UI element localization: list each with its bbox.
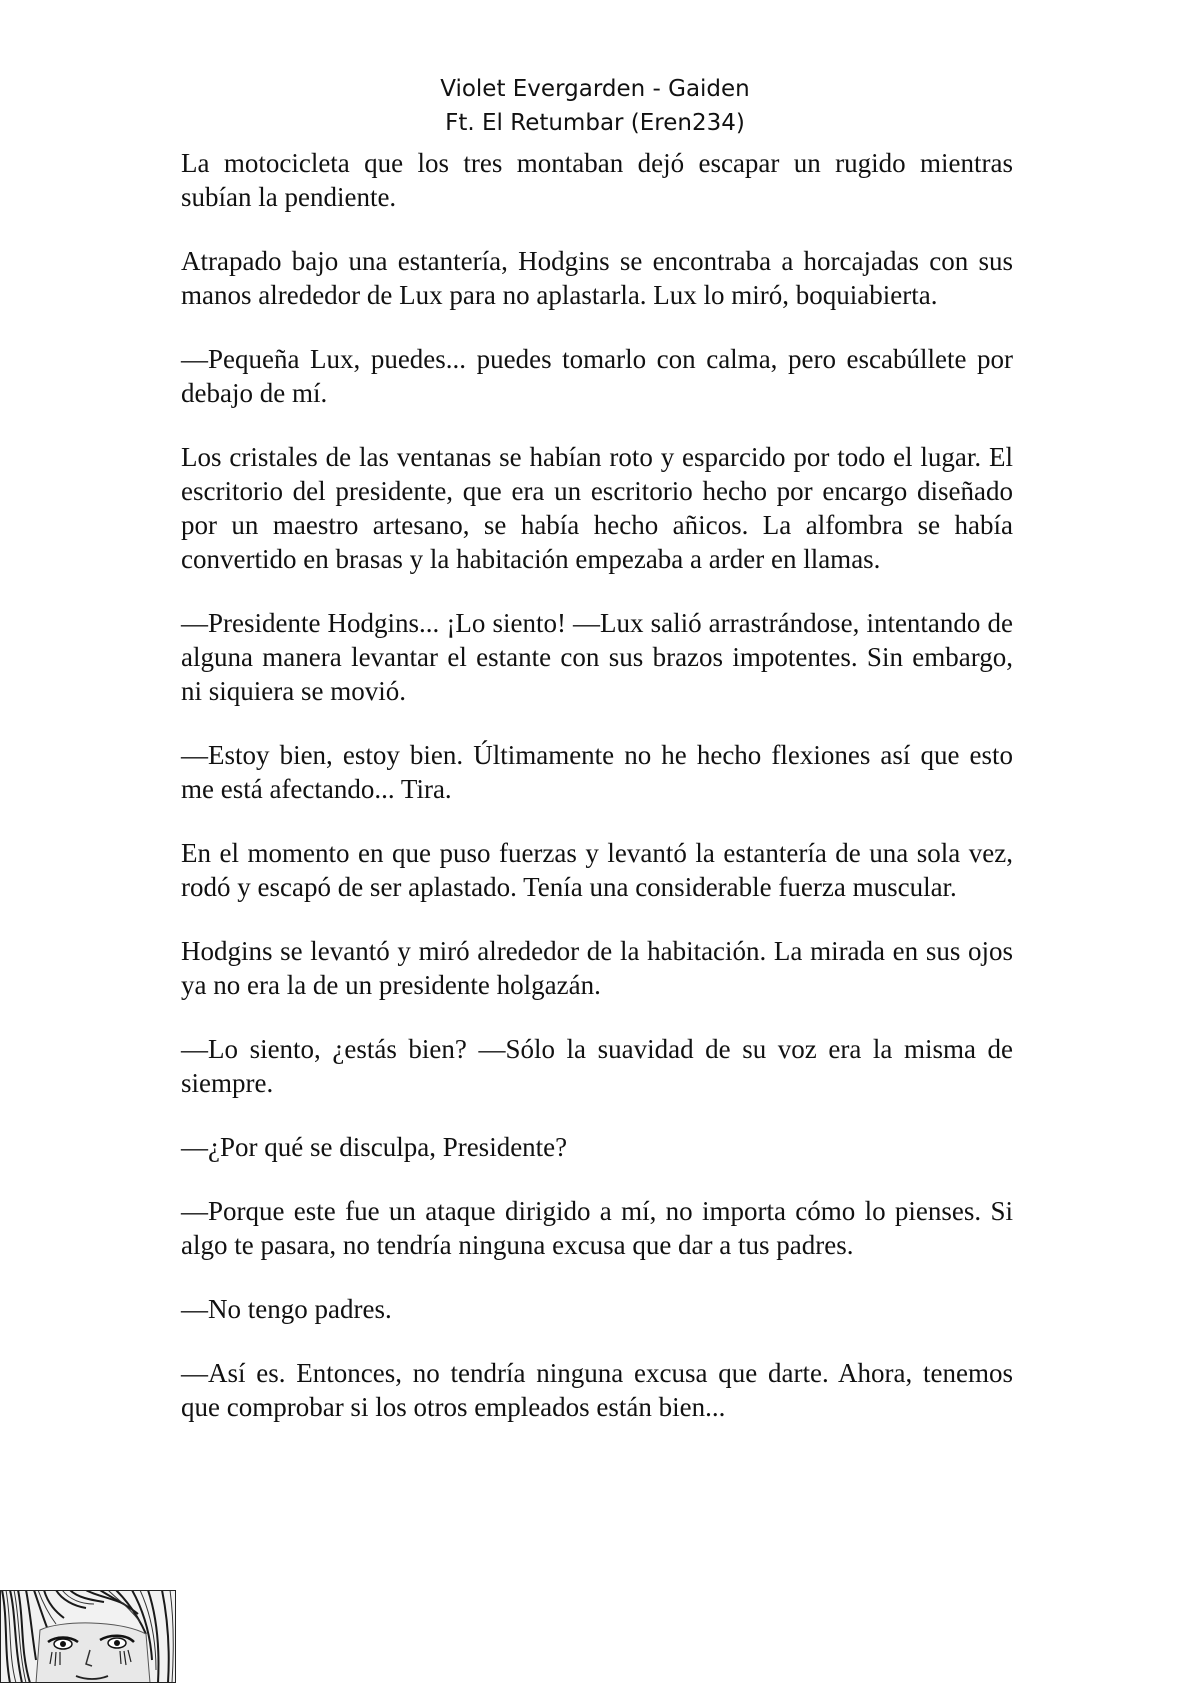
paragraph-1: La motocicleta que los tres montaban dejó escapar un rugido mientras subían la pendiente. [181, 148, 1013, 212]
paragraph-9: —Lo siento, ¿estás bien? —Sólo la suavidad de su voz era la misma de siempre. [181, 1034, 1013, 1098]
paragraph-11: —Porque este fue un ataque dirigido a mí, no importa cómo lo pienses. Si algo te pasara, no tendría ninguna excusa que dar a tus padres. [181, 1196, 1013, 1260]
paragraph-6: —Estoy bien, estoy bien. Últimamente no he hecho flexiones así que esto me está afectando... Tira. [181, 740, 1013, 804]
paragraph-10: —¿Por qué se disculpa, Presidente? [181, 1132, 568, 1162]
paragraph-12: —No tengo padres. [181, 1294, 392, 1324]
page-header [0, 72, 1190, 140]
paragraph-5: —Presidente Hodgins... ¡Lo siento! —Lux salió arrastrándose, intentando de alguna manera levantar el estante con sus brazos impotentes. Sin embargo, ni siquiera se movió. [181, 608, 1013, 706]
page-body [181, 146, 1013, 1424]
paragraph-13: —Así es. Entonces, no tendría ninguna excusa que darte. Ahora, tenemos que comprobar si los otros empleados están bien... [181, 1358, 1013, 1422]
manga-face-image [0, 1590, 176, 1683]
header-credit: Ft. El Retumbar (Eren234) [445, 110, 745, 136]
paragraph-3: —Pequeña Lux, puedes... puedes tomarlo con calma, pero escabúllete por debajo de mí. [181, 344, 1013, 408]
paragraph-8: Hodgins se levantó y miró alrededor de la habitación. La mirada en sus ojos ya no era la de un presidente holgazán. [181, 936, 1013, 1000]
header-title: Violet Evergarden - Gaiden [440, 76, 750, 102]
paragraph-7: En el momento en que puso fuerzas y levantó la estantería de una sola vez, rodó y escapó de ser aplastado. Tenía una considerable fuerza muscular. [181, 838, 1013, 902]
paragraph-2: Atrapado bajo una estantería, Hodgins se encontraba a horcajadas con sus manos alrededor de Lux para no aplastarla. Lux lo miró, boquiabierta. [181, 246, 1013, 310]
paragraph-4: Los cristales de las ventanas se habían roto y esparcido por todo el lugar. El escritorio del presidente, que era un escritorio hecho por encargo diseñado por un maestro artesano, se había hecho añicos. La alfombra se había convertido en brasas y la habitación empezaba a arder en llamas. [181, 442, 1013, 574]
corner-manga-illustration [0, 1590, 176, 1683]
